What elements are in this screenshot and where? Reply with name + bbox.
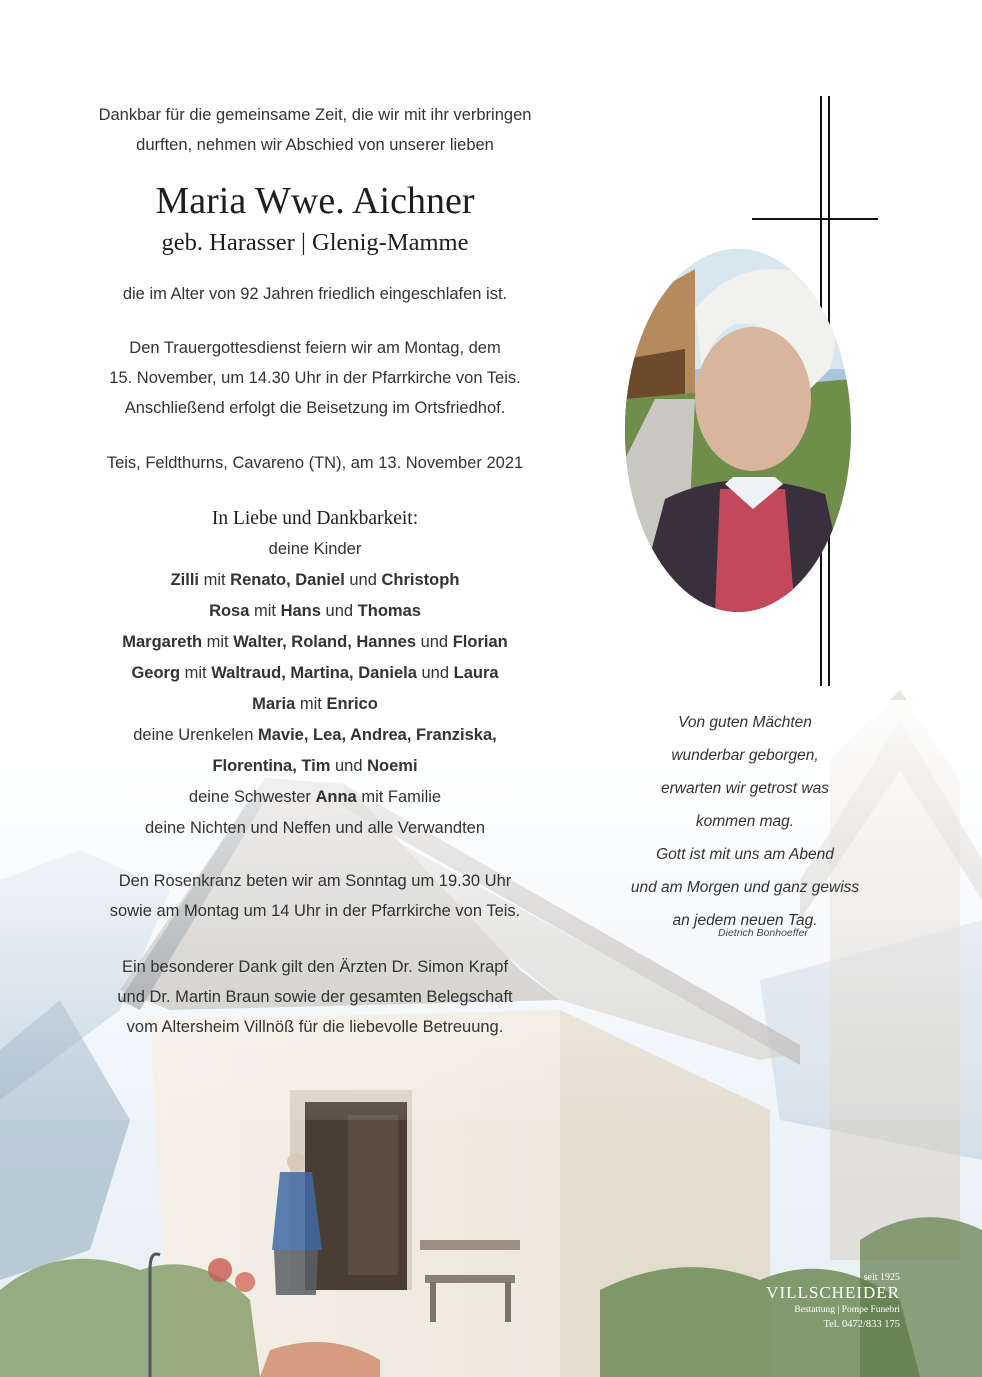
rosary-line: Den Rosenkranz beten wir am Sonntag um 19.30 Uhr xyxy=(118,872,512,890)
deceased-subname: geb. Harasser | Glenig-Mamme xyxy=(161,229,469,256)
family-row xyxy=(60,720,570,751)
family-connector: und xyxy=(330,757,368,775)
logo-since: seit 1925 xyxy=(863,1272,900,1283)
family-connector: , xyxy=(282,633,292,651)
family-row xyxy=(60,534,570,565)
family-connector: mit xyxy=(249,602,281,620)
family-list xyxy=(60,534,570,844)
thanks-text xyxy=(60,952,570,1042)
family-name: Walter xyxy=(233,633,283,651)
family-name: Daniela xyxy=(358,664,417,682)
family-name: Zilli xyxy=(170,571,199,589)
thanks-line: und Dr. Martin Braun sowie der gesamten Belegschaft xyxy=(117,988,513,1006)
family-name: Florian xyxy=(452,633,508,651)
family-connector: , xyxy=(347,633,357,651)
family-connector: und xyxy=(320,602,358,620)
service-text xyxy=(60,333,570,423)
family-name: Florentina, Tim xyxy=(212,757,331,775)
family-name: Laura xyxy=(453,664,499,682)
poem-line: an jedem neuen Tag. xyxy=(672,912,818,929)
family-label: deine Urenkelen xyxy=(133,726,258,744)
intro-text xyxy=(60,100,570,160)
family-name: Enrico xyxy=(326,695,378,713)
deceased-name: Maria Wwe. Aichner xyxy=(155,180,475,222)
portrait-photo xyxy=(625,249,851,612)
rosary-text xyxy=(60,866,570,926)
intro-line: durften, nehmen wir Abschied von unserer lieben xyxy=(136,136,494,154)
service-line: Den Trauergottesdienst feiern wir am Montag, dem xyxy=(129,339,501,357)
family-name: Martina xyxy=(290,664,350,682)
poem-line: kommen mag. xyxy=(695,813,795,830)
poem xyxy=(612,706,878,937)
logo-brand: VILLSCHEIDER xyxy=(766,1283,900,1302)
rosary-line: sowie am Montag um 14 Uhr in der Pfarrkirche von Teis. xyxy=(109,902,521,920)
age-line: die im Alter von 92 Jahren friedlich eingeschlafen ist. xyxy=(122,285,508,303)
family-connector: , xyxy=(286,571,296,589)
logo-telephone: Tel. 0472/833 175 xyxy=(823,1319,900,1330)
family-connector: und xyxy=(344,571,382,589)
family-connector: , xyxy=(281,664,291,682)
cross-horizontal xyxy=(752,218,878,220)
portrait-illustration xyxy=(625,249,851,612)
family-label: deine Schwester xyxy=(188,788,316,806)
service-line: 15. November, um 14.30 Uhr in der Pfarrkirche von Teis. xyxy=(109,369,521,387)
family-row xyxy=(60,565,570,596)
family-name: Waltraud xyxy=(211,664,282,682)
family-name: Maria xyxy=(252,695,296,713)
thanks-line: Ein besonderer Dank gilt den Ärzten Dr. Simon Krapf xyxy=(121,958,509,976)
family-connector: mit xyxy=(202,633,234,651)
family-name: Anna xyxy=(315,788,357,806)
family-row xyxy=(60,627,570,658)
intro-line: Dankbar für die gemeinsame Zeit, die wir mit ihr verbringen xyxy=(98,106,532,124)
family-connector: mit xyxy=(199,571,231,589)
family-row xyxy=(60,596,570,627)
family-row xyxy=(60,813,570,844)
family-name: Hannes xyxy=(356,633,416,651)
family-connector: mit xyxy=(180,664,212,682)
family-label: deine Nichten und Neffen und alle Verwandten xyxy=(144,819,486,837)
poem-line: und am Morgen und ganz gewiss xyxy=(630,879,860,896)
family-connector: mit xyxy=(295,695,327,713)
family-name: Margareth xyxy=(122,633,203,651)
poem-line: Gott ist mit uns am Abend xyxy=(656,846,834,863)
family-name: Daniel xyxy=(295,571,345,589)
poem-line: wunderbar geborgen, xyxy=(671,747,819,764)
family-name: Renato xyxy=(230,571,287,589)
signoff-title: In Liebe und Dankbarkeit: xyxy=(211,508,419,529)
service-line: Anschließend erfolgt die Beisetzung im Ortsfriedhof. xyxy=(124,399,506,417)
family-name: Hans xyxy=(280,602,321,620)
family-row xyxy=(60,751,570,782)
poem-line: erwarten wir getrost was xyxy=(661,780,829,797)
family-row xyxy=(60,782,570,813)
family-name: Georg xyxy=(131,664,181,682)
logo-subtitle: Bestattung | Pompe Funebri xyxy=(794,1305,900,1315)
family-name: Thomas xyxy=(357,602,421,620)
poem-line: Von guten Mächten xyxy=(678,714,812,731)
family-name: Roland xyxy=(291,633,348,651)
family-connector: und xyxy=(416,633,453,651)
family-connector: mit Familie xyxy=(356,788,442,806)
family-connector: , xyxy=(349,664,359,682)
family-name: Rosa xyxy=(209,602,250,620)
family-name: Mavie, Lea, Andrea, Franziska, xyxy=(258,726,497,744)
family-name: Noemi xyxy=(367,757,418,775)
thanks-line: vom Altersheim Villnöß für die liebevolle Betreuung. xyxy=(126,1018,504,1036)
family-connector: und xyxy=(416,664,454,682)
poem-author: Dietrich Bonhoeffer xyxy=(718,927,808,939)
family-name: Christoph xyxy=(381,571,460,589)
family-row xyxy=(60,689,570,720)
family-label: deine Kinder xyxy=(268,540,362,558)
place-date: Teis, Feldthurns, Cavareno (TN), am 13. November 2021 xyxy=(106,454,524,472)
family-row xyxy=(60,658,570,689)
